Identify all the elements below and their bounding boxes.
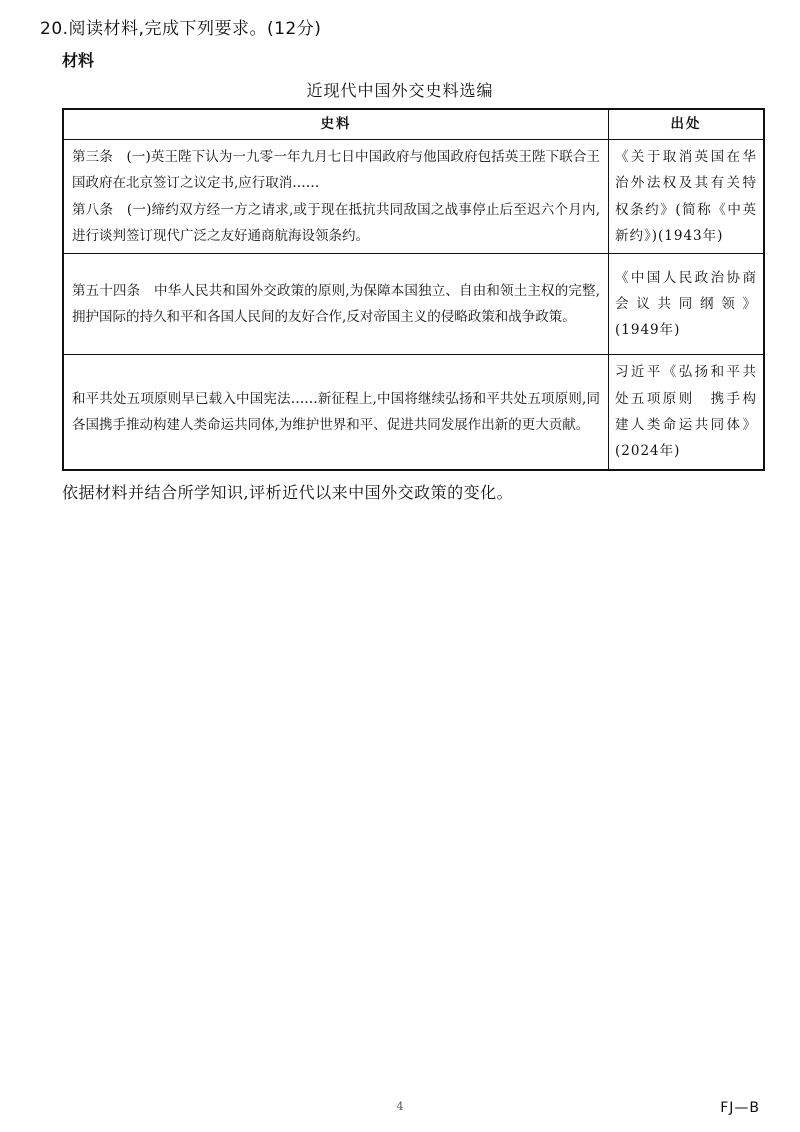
- column-header-content: 史料: [63, 109, 609, 140]
- question-header: 20.阅读材料,完成下列要求。(12分): [40, 19, 322, 39]
- article-paragraph: 第五十四条 中华人民共和国外交政策的原则,为保障本国独立、自由和领土主权的完整,拥护国际的持久和平和各国人民间的友好合作,反对帝国主义的侵略政策和战争政策。: [72, 282, 600, 326]
- source-cell: 《关于取消英国在华治外法权及其有关特权条约》(简称《中英新约》)(1943年): [609, 140, 765, 254]
- historical-text-cell: [63, 355, 609, 470]
- column-header-source: 出处: [609, 109, 765, 140]
- table-title: 近现代中国外交史料选编: [306, 81, 494, 100]
- sources-table: [62, 108, 765, 471]
- paper-code: FJ—B: [720, 1100, 760, 1116]
- historical-text-cell: [63, 254, 609, 355]
- table-header-row: [63, 109, 764, 140]
- article-paragraph: 第八条 (一)缔约双方经一方之请求,或于现在抵抗共同敌国之战事停止后至迟六个月内,进行谈判签订现代广泛之友好通商航海设领条约。: [72, 201, 600, 244]
- table-row: [63, 254, 764, 355]
- historical-text-cell: [63, 140, 609, 254]
- question-instruction: 依据材料并结合所学知识,评析近代以来中国外交政策的变化。: [62, 483, 514, 502]
- source-cell: 习近平《弘扬和平共处五项原则 携手构建人类命运共同体》(2024年): [609, 355, 765, 470]
- source-cell: 《中国人民政治协商会议共同纲领》(1949年): [609, 254, 765, 355]
- material-label: 材料: [62, 51, 95, 70]
- article-paragraph: 和平共处五项原则早已载入中国宪法……新征程上,中国将继续弘扬和平共处五项原则,同各国携手推动构建人类命运共同体,为维护世界和平、促进共同发展作出新的更大贡献。: [72, 390, 600, 433]
- table-row: [63, 140, 764, 254]
- table-row: [63, 355, 764, 470]
- page-number: 4: [396, 1100, 404, 1113]
- article-paragraph: 第三条 (一)英王陛下认为一九零一年九月七日中国政府与他国政府包括英王陛下联合王国政府在北京签订之议定书,应行取消……: [72, 149, 600, 192]
